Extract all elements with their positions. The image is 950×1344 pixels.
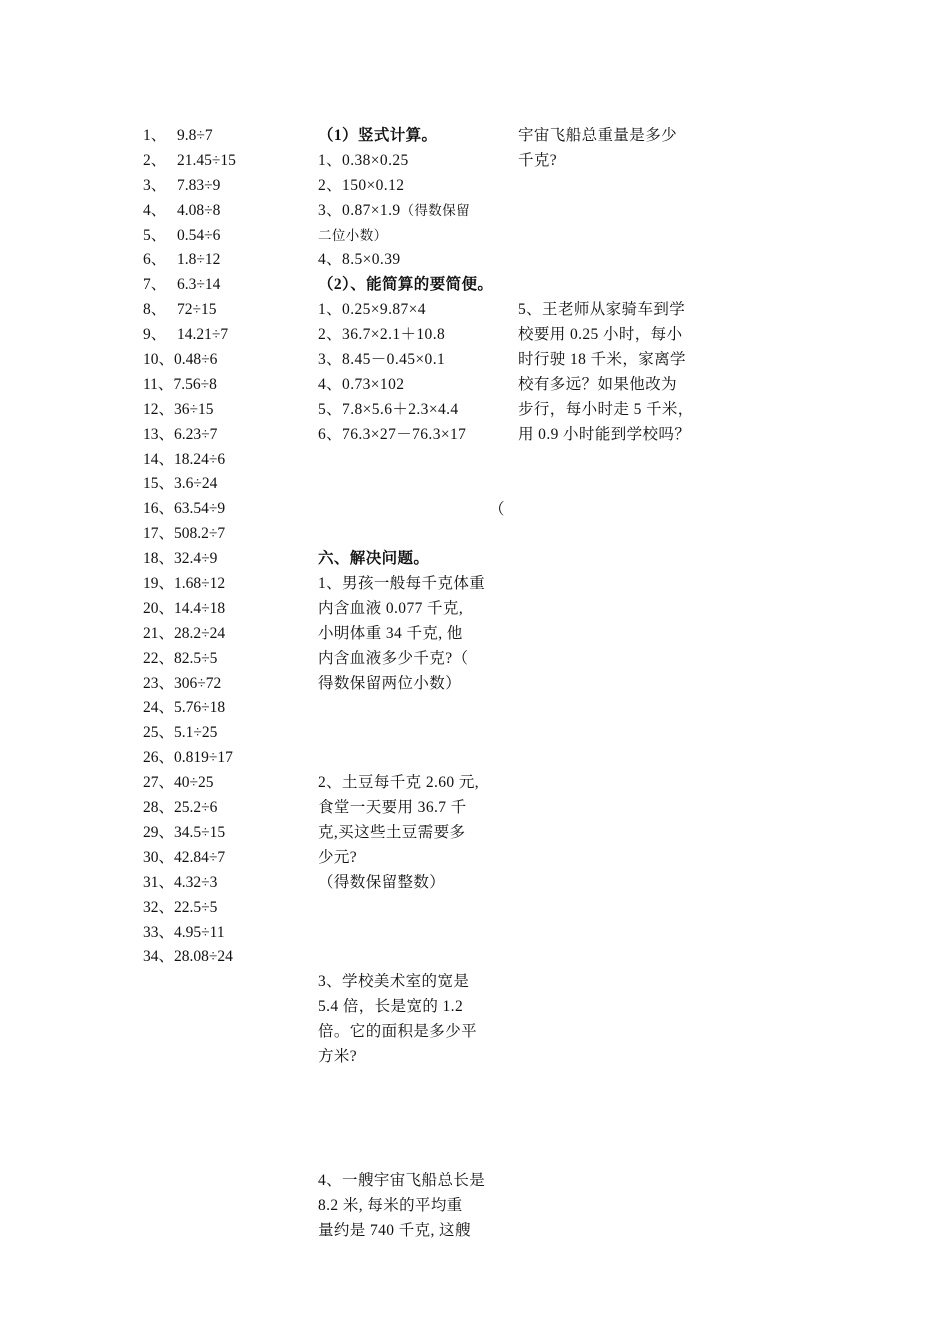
problem-line: 步行，每小时走 5 千米， (518, 400, 694, 418)
word-problem-4-continued (518, 124, 708, 174)
problem-line: 5.4 倍，长是宽的 1.2 (318, 998, 464, 1016)
problem-line: 千克? (518, 151, 558, 169)
spacer (318, 1070, 493, 1095)
list-item: 10、0.48÷6 (143, 351, 218, 369)
list-item: 34、28.08÷24 (143, 948, 233, 966)
list-item: 2、36.7×2.1＋10.8 (318, 326, 446, 344)
problem-line: 得数保留两位小数） (318, 674, 462, 692)
list-item: 2、150×0.12 (318, 176, 405, 194)
list-item: 5、 0.54÷6 (143, 226, 221, 244)
list-item-note: 二位小数） (318, 227, 388, 243)
problem-line: 校有多远？如果他改为 (518, 375, 678, 393)
problem-line: 量约是 740 千克, 这艘 (318, 1222, 471, 1240)
problem-line: 校要用 0.25 小时，每小 (518, 326, 683, 344)
section-title-word-problems: 六、解决问题。 (318, 550, 430, 568)
section-title-vertical-calc: （1）竖式计算。 (318, 127, 438, 144)
list-item: 31、4.32÷3 (143, 873, 218, 891)
list-item: 15、3.6÷24 (143, 475, 218, 493)
spacer (518, 174, 708, 199)
problem-line: 食堂一天要用 36.7 千 (318, 799, 467, 817)
list-item: 1、 9.8÷7 (143, 127, 213, 144)
word-problem-2 (318, 771, 493, 895)
word-problem-1 (318, 572, 493, 696)
problem-line: 2、土豆每千克 2.60 元, (318, 774, 480, 792)
spacer (318, 448, 493, 473)
section-title-simplify: （2）、能简算的要简便。 (318, 276, 494, 294)
problem-line: 内含血液多少千克?（ (318, 649, 469, 667)
problem-line: 内含血液 0.077 千克, (318, 599, 464, 617)
list-item: 8、 72÷15 (143, 301, 217, 319)
list-item: 20、14.4÷18 (143, 599, 226, 617)
problem-line: 1、男孩一般每千克体重 (318, 575, 486, 593)
problem-line: 少元? (318, 848, 358, 866)
spacer (318, 696, 493, 721)
problem-line: 宇宙飞船总重量是多少 (518, 127, 678, 144)
spacer (318, 721, 493, 746)
division-problem-list (143, 124, 303, 970)
spacer (318, 1095, 493, 1120)
list-item: 19、1.68÷12 (143, 575, 226, 593)
spacer (318, 896, 493, 921)
problem-line: 倍。它的面积是多少平 (318, 1023, 478, 1041)
problem-line: 克,买这些土豆需要多 (318, 823, 466, 841)
list-item: 32、22.5÷5 (143, 898, 218, 916)
spacer (318, 1120, 493, 1145)
spacer (318, 746, 493, 771)
list-item: 9、 14.21÷7 (143, 326, 229, 344)
spacer (318, 945, 493, 970)
list-item: 3、 7.83÷9 (143, 176, 221, 194)
list-item: 11、7.56÷8 (143, 375, 217, 393)
list-item: 18、32.4÷9 (143, 550, 218, 568)
list-item: 3、0.87×1.9（得数保留 (318, 201, 470, 219)
spacer (318, 921, 493, 946)
middle-column (318, 124, 493, 1244)
list-item: 21、28.2÷24 (143, 624, 226, 642)
list-item: 13、6.23÷7 (143, 425, 218, 443)
list-item: 4、0.73×102 (318, 375, 405, 393)
problem-line: 4、一艘宇宙飞船总长是 (318, 1172, 486, 1190)
list-item: 1、0.38×0.25 (318, 151, 409, 169)
problem-line: 8.2 米, 每米的平均重 (318, 1197, 463, 1215)
word-problem-4 (318, 1169, 493, 1244)
word-problem-3 (318, 970, 493, 1070)
spacer (518, 248, 708, 273)
list-item: 12、36÷15 (143, 400, 214, 418)
list-item: 5、7.8×5.6＋2.3×4.4 (318, 400, 459, 418)
problem-line: 时行驶 18 千米，家离学 (518, 351, 686, 369)
list-item: 7、 6.3÷14 (143, 276, 221, 294)
list-item: 6、 1.8÷12 (143, 251, 221, 269)
list-item: 30、42.84÷7 (143, 848, 226, 866)
spacer (518, 224, 708, 249)
list-item: 4、 4.08÷8 (143, 201, 221, 219)
problem-line: 用 0.9 小时能到学校吗？ (518, 425, 691, 443)
list-item: 3、8.45－0.45×0.1 (318, 351, 446, 369)
spacer (318, 522, 493, 547)
list-item: 1、0.25×9.87×4 (318, 301, 426, 319)
problem-line: （得数保留整数） (318, 873, 446, 891)
list-item: 33、4.95÷11 (143, 923, 225, 941)
list-item: 27、40÷25 (143, 774, 214, 792)
list-item: 23、306÷72 (143, 674, 222, 692)
list-item: 16、63.54÷9 (143, 500, 226, 518)
spacer (318, 497, 493, 522)
problem-line: 方米? (318, 1047, 358, 1065)
list-item: 6、76.3×27－76.3×17 (318, 425, 467, 443)
problem-line: 小明体重 34 千克, 他 (318, 624, 463, 642)
list-item: 14、18.24÷6 (143, 450, 226, 468)
list-item: 29、34.5÷15 (143, 823, 226, 841)
list-item: 25、5.1÷25 (143, 724, 218, 742)
stray-parenthesis: （ (489, 501, 505, 518)
spacer (318, 472, 493, 497)
list-item: 17、508.2÷7 (143, 525, 226, 543)
problem-line: 5、王老师从家骑车到学 (518, 301, 686, 319)
list-item: 26、0.819÷17 (143, 749, 233, 767)
list-item: 2、 21.45÷15 (143, 151, 236, 169)
list-item: 4、8.5×0.39 (318, 251, 401, 269)
list-item: 24、5.76÷18 (143, 699, 226, 717)
spacer (518, 273, 708, 298)
list-item: 28、25.2÷6 (143, 799, 218, 817)
list-item: 22、82.5÷5 (143, 649, 218, 667)
spacer (318, 1145, 493, 1170)
spacer (518, 199, 708, 224)
problem-line: 3、学校美术室的宽是 (318, 973, 470, 991)
right-column (518, 124, 708, 448)
word-problem-5 (518, 298, 708, 447)
